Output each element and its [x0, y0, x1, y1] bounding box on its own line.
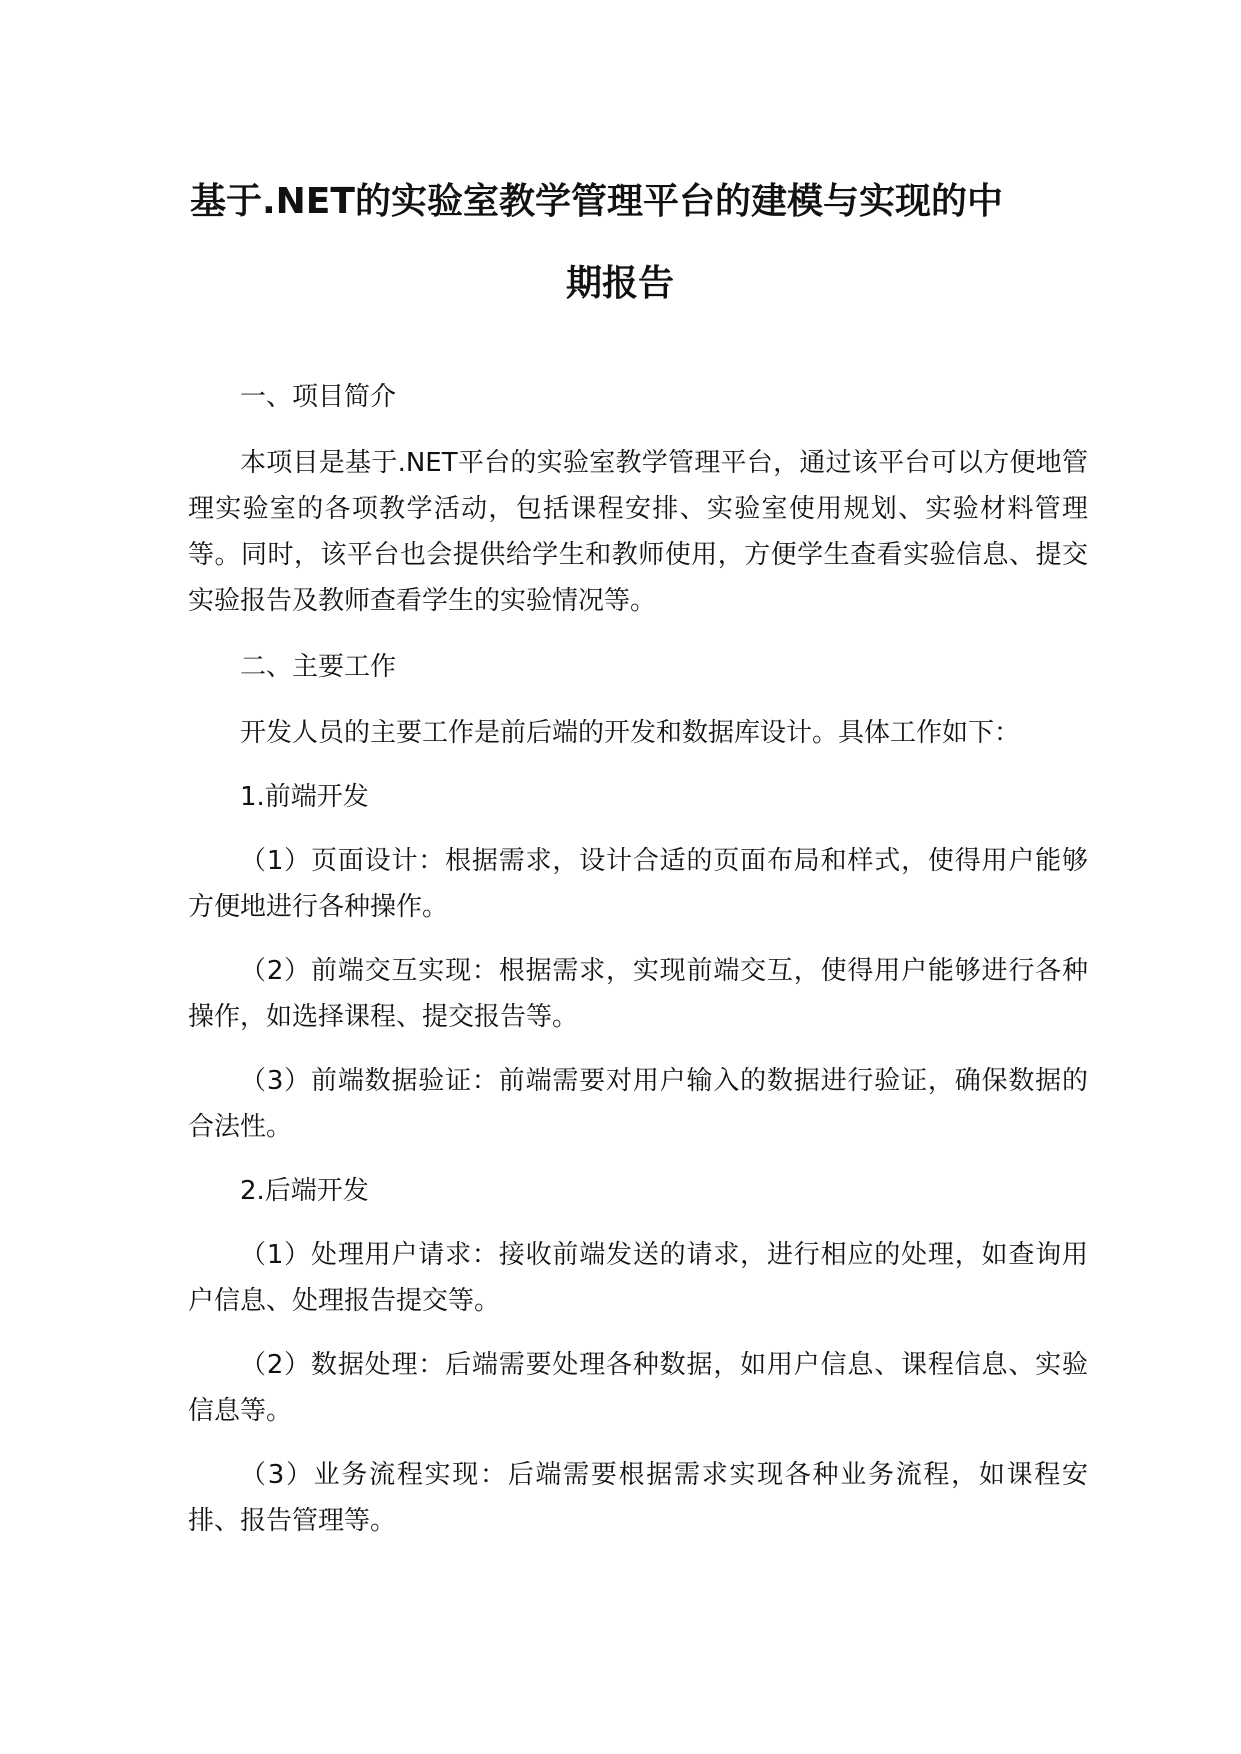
frontend-item-1: （1）页面设计：根据需求，设计合适的页面布局和样式，使得用户能够方便地进行各种操作。: [188, 846, 1088, 922]
subsection-heading-backend: 2.后端开发: [240, 1176, 369, 1206]
section-heading-intro: 一、项目简介: [240, 382, 397, 412]
backend-item-2: （2）数据处理：后端需要处理各种数据，如用户信息、课程信息、实验信息等。: [188, 1350, 1088, 1426]
intro-paragraph: 本项目是基于.NET平台的实验室教学管理平台，通过该平台可以方便地管理实验室的各项教学活动，包括课程安排、实验室使用规划、实验材料管理等。同时，该平台也会提供给学生和教师使用，方便学生查看实验信息、提交实验报告及教师查看学生的实验情况等。: [188, 448, 1088, 616]
document-title-line-2: 期报告: [565, 263, 674, 304]
frontend-item-3: （3）前端数据验证：前端需要对用户输入的数据进行验证，确保数据的合法性。: [188, 1066, 1088, 1142]
section-heading-main-work: 二、主要工作: [240, 652, 397, 682]
backend-item-1: （1）处理用户请求：接收前端发送的请求，进行相应的处理，如查询用户信息、处理报告提交等。: [188, 1240, 1088, 1316]
document-body: [188, 374, 1088, 1544]
frontend-item-2: （2）前端交互实现：根据需求，实现前端交互，使得用户能够进行各种操作，如选择课程、提交报告等。: [188, 956, 1088, 1032]
backend-item-3: （3）业务流程实现：后端需要根据需求实现各种业务流程，如课程安排、报告管理等。: [188, 1460, 1088, 1536]
subsection-heading-frontend: 1.前端开发: [240, 782, 369, 812]
main-work-intro: 开发人员的主要工作是前后端的开发和数据库设计。具体工作如下：: [240, 718, 1021, 748]
document-title-line-1: 基于.NET的实验室教学管理平台的建模与实现的中: [190, 181, 1003, 222]
